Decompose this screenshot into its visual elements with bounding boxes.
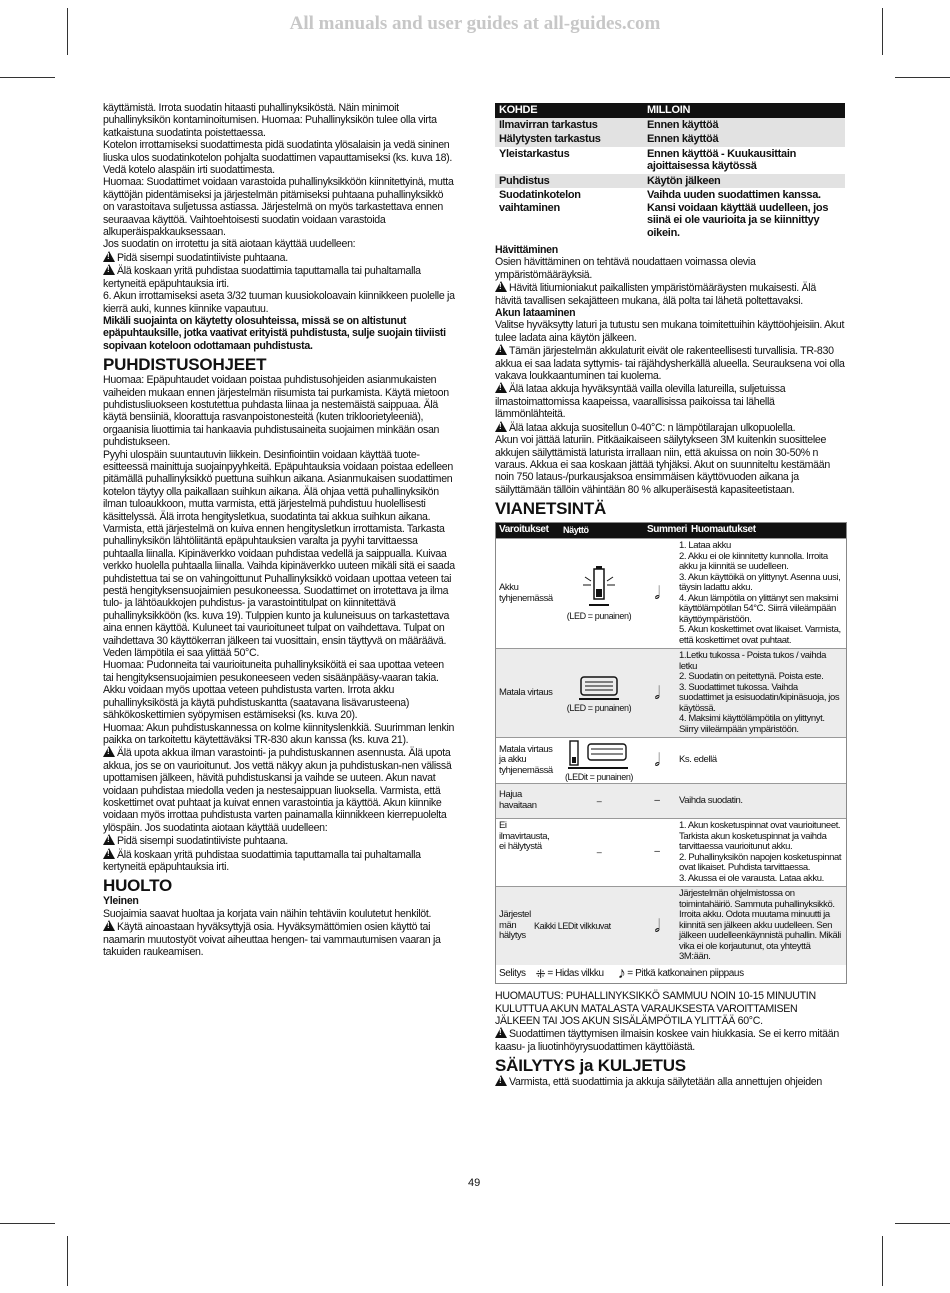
- table-row: [495, 118, 845, 133]
- warning-item: !Pidä sisempi suodatintiiviste puhtaana.: [103, 834, 455, 847]
- section-heading-storage: SÄILYTYS ja KULJETUS: [495, 1056, 686, 1076]
- paragraph: Huomaa: Pudonneita tai vaurioituneita puhallinyksiköitä ei saa upottaa veteen tai hengityksensuojaimien pesukoneeseen veden sisäänpääsy-vaaran takia. Akku voidaan myös upottaa veteen puhdistusta varten. Irrota akku puhallinyksiköstä ja käytä puhdistuskantta (saatavana lisävarusteena) sähkökoskettimien syöpymisen estämiseksi (ks. kuva 20).: [103, 659, 444, 722]
- warning-item: !Älä koskaan yritä puhdistaa suodattimia taputtamalla tai puhaltamalla kertyneitä epäpuhtauksia irti.: [103, 848, 455, 874]
- paragraph: Huomaa: Epäpuhtaudet voidaan poistaa puhdistusohjeiden asianmukaisten vaiheiden mukaan ennen järjestelmän riisumista tai purkamista. Käytä mietoon puhdistusliuokseen kostutettua puhdasta liinaa ja nestemäistä saippuaa. Älä käytä bensiiniä, kloorattuja rasvanpoistonesteitä (kuten trikloorietyleeniä), orgaanisia liuottimia tai hankaavia puhdistusaineita suojaimen minkään osan puhdistukseen.: [103, 374, 449, 449]
- bold-notice: Mikäli suojainta on käytetty olosuhteissa, missä se on altistunut epäpuhtauksille, jotka vaativat erityistä puhdistusta, sulje suojain tiiviisti sopivaan koteloon odottamaan puhdistusta.: [103, 314, 446, 352]
- table-row: [496, 886, 846, 965]
- table-row: [495, 147, 845, 174]
- battery-icon: [579, 565, 619, 611]
- table-row: [496, 818, 846, 886]
- subheading-charging: Akun lataaminen: [495, 307, 576, 320]
- display-cell: (LED = punainen): [560, 539, 638, 648]
- blink-icon: ⁜: [535, 966, 546, 981]
- paragraph: Osien hävittäminen on tehtävä noudattaen voimassa olevia ympäristömääräyksiä.: [495, 256, 756, 281]
- warning-icon: [495, 1075, 507, 1086]
- warning-item: !Älä koskaan yritä puhdistaa suodattimia taputtamalla tai puhaltamalla kertyneitä epäpuhtauksia irti.: [103, 264, 455, 290]
- buzzer-cell: –: [654, 794, 660, 806]
- table-row: [495, 174, 845, 189]
- warning-icon: [495, 382, 507, 393]
- table-row: [496, 737, 846, 783]
- display-cell: –: [596, 847, 602, 858]
- right-column: [495, 103, 845, 1089]
- warning-icon: [103, 848, 115, 859]
- buzzer-note-icon: 𝅗𝅥: [654, 682, 660, 703]
- display-cell: Kaikki LEDit vilkkuvat: [534, 920, 611, 931]
- table-row: [495, 132, 845, 147]
- site-banner: All manuals and user guides at all-guides.com: [289, 13, 661, 34]
- table-row: [495, 188, 845, 240]
- crop-mark: [895, 1223, 950, 1224]
- warning-item: !Älä lataa akkuja suositellun 0-40°C: n lämpötilarajan ulkopuolella.: [495, 421, 845, 434]
- paragraph: Valitse hyväksytty laturi ja tutustu sen mukana toimitettuihin käyttöohjeisiin. Akut tulee ladata aina käytön jälkeen.: [495, 319, 845, 344]
- table-cell: Hälytysten tarkastus: [495, 132, 643, 147]
- warning-icon: [103, 264, 115, 275]
- maintenance-schedule-table: [495, 103, 845, 240]
- paragraph: Huomaa: Akun puhdistuskannessa on kolme kiinnityslenkkiä. Suurimman lenkin paikka on tarkoitettu käytettäväksi TR-830 akun kanssa (ks. kuva 21).: [103, 721, 455, 746]
- crop-mark: [895, 77, 950, 78]
- table-cell: Ilmavirran tarkastus: [495, 118, 643, 133]
- table-cell: Yleistarkastus: [499, 147, 570, 160]
- crop-mark: [67, 1236, 68, 1286]
- table-cell: Suodatinkotelon vaihtaminen: [499, 189, 581, 214]
- notes-cell: Järjestelmän ohjelmistossa on toimintahäiriö. Sammuta puhallinyksikkö. Irroita akku. Odota muutama minuutti ja kiinnitä sen jälkeen akku uudelleen. Sen jälkeen uudelleenkäynnistä puhallin. Mikäli vika ei ole korjautunut, ota yhteyttä 3M:ään.: [679, 888, 841, 963]
- display-cell: –: [596, 795, 602, 806]
- table-cell: Ennen käyttöä: [643, 118, 845, 133]
- notes-cell: Ks. edellä: [679, 754, 717, 766]
- warning-item: !Käytä ainoastaan hyväksyttyjä osia. Hyväksymättömien osien käyttö tai naamarin muutostyöt voivat aiheuttaa hengen- tai vammautumisen vaaran ja takuiden raukeamisen.: [103, 920, 455, 958]
- crop-mark: [882, 1236, 883, 1286]
- notice-paragraph: HUOMAUTUS: PUHALLINYKSIKKÖ SAMMUU NOIN 10-15 MINUUTIN KULUTTUA AKUN MATALASTA VARAUKSESTA VAROITTAMISEN JÄLKEEN TAI JOS AKUN SISÄLÄMPÖTILA YLITTÄÄ 60°C.: [495, 990, 816, 1027]
- table-cell: Ennen käyttöä: [643, 132, 845, 147]
- warning-item: !Älä lataa akkuja hyväksyntää vailla olevilla latureilla, suljetuissa ilmastoimattomissa kaapeissa, vaarallisissa paikoissa tai lähellä lämmönlähteitä.: [495, 382, 845, 420]
- filter-icon: [577, 673, 621, 703]
- buzzer-note-icon: 𝅗𝅥: [654, 750, 660, 771]
- paragraph: Suojaimia saavat huoltaa ja korjata vain näihin tehtäviin koulutetut henkilöt.: [103, 907, 432, 920]
- paragraph: Kotelon irrottamiseksi suodattimesta pidä suodatinta ylösalaisin ja vedä sininen liuska ulos suodatinkotelon pohjalta suodattimen vapauttamiseksi (ks. kuva 18). Vedä kotelo alaspäin irti suodattimesta.: [103, 139, 453, 177]
- warning-cell: Matala virtaus ja akku tyhjenemässä: [499, 743, 553, 776]
- subheading-disposal: Hävittäminen: [495, 244, 558, 256]
- table-cell: Ennen käyttöä - Kuukausittain ajoittaisessa käytössä: [647, 147, 796, 172]
- table-header-row: [495, 103, 845, 118]
- table-row: [496, 538, 846, 648]
- table-cell: Käytön jälkeen: [643, 174, 845, 189]
- warning-cell: Järjestel män hälytys: [499, 909, 531, 942]
- table-row: [496, 783, 846, 819]
- warning-icon: [103, 920, 115, 931]
- buzzer-cell: –: [654, 846, 660, 858]
- paragraph: 6. Akun irrottamiseksi aseta 3/32 tuuman kuusiokoloavain kiinnikkeen puolelle ja kierrä auki, kunnes kiinnike vapautuu.: [103, 290, 455, 315]
- crop-mark: [0, 77, 55, 78]
- warning-icon: [103, 251, 115, 262]
- warning-item: !Tämän järjestelmän akkulaturit eivät ole rakenteellisesti turvallisia. TR-830 akkua ei saa ladata syttymis- tai räjähdysherkällä alueella. Seurauksena voi olla vakava loukkaantuminen tai kuolema.: [495, 344, 845, 382]
- display-cell: (LED = punainen): [560, 649, 638, 737]
- table-cell: Vaihda uuden suodattimen kanssa. Kansi voidaan käyttää uudelleen, jos siinä ei ole vaurioita ja se kiinnittyy oikein.: [647, 189, 829, 239]
- music-note-icon: ♪: [617, 964, 626, 982]
- table-header: KOHDE: [495, 103, 643, 118]
- warning-icon: [495, 1027, 507, 1038]
- table-header: MILLOIN: [643, 103, 845, 118]
- notes-cell: 1. Lataa akku 2. Akku ei ole kiinnitetty kunnolla. Irroita akku ja kiinnitä se uudelleen. 3. Akun käyttöikä on ylittynyt. Asenna uusi, täysin ladattu akku. 4. Akun lämpötila on ylittänyt sen maksimi käyttölämpötilan 54°C. Siirrä viileämpään käyttöympäristöön. 5. Akun koskettimet ovat likaiset. Varmista, että koskettimet ovat puhtaat.: [679, 540, 841, 646]
- warning-cell: Hajua havaitaan: [499, 789, 537, 811]
- subheading-general: Yleinen: [103, 895, 139, 908]
- table-header: Huomautukset: [691, 524, 756, 536]
- battery-filter-icon: [566, 738, 632, 772]
- table-header-row: [496, 523, 846, 538]
- page-number: 49: [468, 1177, 481, 1189]
- warning-item: !Pidä sisempi suodatintiiviste puhtaana.: [103, 251, 455, 264]
- notes-cell: 1. Akun kosketuspinnat ovat vaurioituneet. Tarkista akun kosketuspinnat ja vaihda tarvittaessa vaurioitunut akku. 2. Puhallinyksikön napojen kosketuspinnat ovat likaiset. Puhdista tarvittaessa. 3. Akussa ei ole varausta. Lataa akku.: [679, 820, 842, 884]
- warning-icon: [495, 344, 507, 355]
- table-cell: Puhdistus: [495, 174, 643, 189]
- warning-cell: Matala virtaus: [499, 686, 553, 698]
- legend: Selitys ⁜ = Hidas vilkku ♪ = Pitkä katkonainen piippaus: [499, 964, 744, 982]
- section-heading-cleaning: PUHDISTUSOHJEET: [103, 355, 267, 375]
- warning-icon: [103, 834, 115, 845]
- troubleshooting-table: [495, 522, 847, 984]
- crop-mark: [0, 1223, 55, 1224]
- warning-icon: [495, 421, 507, 432]
- section-heading-troubleshooting: VIANETSINTÄ: [495, 499, 607, 519]
- buzzer-note-icon: 𝅗𝅥: [654, 915, 660, 936]
- left-column: [103, 102, 455, 958]
- warning-cell: Ei ilmavirtausta, ei hälytystä: [499, 820, 550, 853]
- paragraph: Huomaa: Suodattimet voidaan varastoida puhallinyksikköön kiinnitettyinä, mutta käyttöjän pidentämiseksi ja järjestelmän pitämiseksi puhtaana puhallinyksikkö on varastoitava suljetussa astiassa. Järjestelmä on myös tarkastettava ennen seuraavaa käyttöä. Vaihtoehtoisesti suodatin voidaan varastoida alkuperäispakkauksessaan.: [103, 176, 454, 239]
- paragraph: Pyyhi ulospäin suuntautuvin liikkein. Desinfiointiin voidaan käyttää tuote-esitteessä mainittuja suojainpyyhkeitä. Epäpuhtauksia voidaan poistaa edelleen pitämällä puhallinyksikkö puettuna suihkun aikana. Asianmukaisen suodattimen kotelon täytyy olla paikallaan suihkun aikana. Älä ohjaa vettä puhallinyksikön ilman tuloaukkoon, mutta varmista, että järjestelmä puhdistuu huolellisesti käsittelyssä. Älä irrota hengitysletkua, suodatinta tai akkua suihkun aikana. Varmista, että järjestelmä on kuiva ennen hengitysletkun irrottamista. Tarkasta puhallinyksikön lähtöliitäntä epäpuhtauksien varalta ja pyyhi tarvittaessa puhtaalla liinalla. Kipinäverkko voidaan puhdistaa vedellä ja saippualla. Kuivaa verkko huolella puhtaalla liinalla. Vaihda kipinäverkko uuteen mikäli sitä ei saada puhdistettua tai se on vahingoittunut Puhallinyksikkö voidaan upottaa veteen tai pestä hengityksensuojaimien pesukoneessa. Suodattimet on irrotettava ja ilma tulo- ja lähtöaukkojen puhdistus- ja varastointitulpat on kiinnitettävä puhallinyksikköön (ks. kuva 19). Tulppien kunto ja kuluneisuus on tarkastettava aina ennen käyttöä. Kuluneet tai vaurioituneet tulpat on vaihdettava. Tulpat on vaihdettava 30 käyttökerran jälkeen tai vuosittain, ensin täyttyvä on määräävä. Veden lämpötila ei saa ylittää 50°C.: [103, 448, 455, 660]
- table-header: Varoitukset: [499, 524, 549, 536]
- buzzer-note-icon: 𝅗𝅥: [654, 583, 660, 604]
- table-header: Näyttö: [563, 525, 589, 536]
- warning-icon: [495, 281, 507, 292]
- warning-item: !Varmista, että suodattimia ja akkuja säilytetään alla annettujen ohjeiden: [495, 1075, 845, 1088]
- warning-icon: [103, 746, 115, 757]
- warning-cell: Akku tyhjenemässä: [499, 582, 553, 604]
- section-heading-service: HUOLTO: [103, 876, 172, 896]
- notes-cell: 1.Letku tukossa - Poista tukos / vaihda letku 2. Suodatin on peitettynä. Poista este. 3. Suodattimet tukossa. Vaihda suodattimet ja esisuodatin/kipinäsuoja, jos käytössä. 4. Maksimi käyttölämpötila on ylittynyt. Siirry viileämpään ympäristöön.: [679, 650, 840, 735]
- warning-item: !Älä upota akkua ilman varastointi- ja puhdistuskannen asennusta. Älä upota akkua, jos se on vaurioitunut. Jos vettä näkyy akun ja puhdistuskan-nen välissä upottamisen jälkeen, hävitä puhdistuskansi ja vaihde se uuteen. Akun navat voidaan puhdistaa miedolla veden ja nestesaippuan liuoksella. Varmista, että koskettimet ovat puhtaat ja kuivat ennen varastointia ja käyttöä. Akun kiinnike voidaan myös irrottaa puhdistusta varten painamalla kiinnikkeen kierrepuolelta ylöspäin. Jos suodatinta aiotaan käyttää uudelleen:: [103, 746, 455, 834]
- paragraph: Jos suodatin on irrotettu ja sitä aiotaan käyttää uudelleen:: [103, 238, 356, 251]
- display-cell: (LEDit = punainen): [560, 738, 638, 783]
- table-row: [496, 648, 846, 737]
- paragraph: Akun voi jättää laturiin. Pitkäaikaiseen säilytykseen 3M kuitenkin suosittelee akkujen säilyttämistä laturista irrallaan niin, että akuissa on noin 30-50% n varaus. Akkua ei saa koskaan jättää tyhjäksi. Akut on suunniteltu kestämään noin 750 lataus-/purkausjaksoa ensimmäisen käyttövuoden aikana ja säilyttämään tällöin vähintään 80 % alkuperäisestä kapasiteetistaan.: [495, 434, 830, 496]
- warning-item: !Hävitä litiumioniakut paikallisten ympäristömääräysten mukaisesti. Älä hävitä tavallisen sekajätteen mukana, älä polta tai lähetä poltettavaksi.: [495, 281, 845, 307]
- paragraph: käyttämistä. Irrota suodatin hitaasti puhallinyksiköstä. Näin minimoit puhallinyksikön kontaminoitumisen. Huomaa: Puhallinyksikön tulee olla virta katkaistuna suodatinta poistettaessa.: [103, 102, 437, 139]
- warning-item: !Suodattimen täyttymisen ilmaisin koskee vain hiukkasia. Se ei kerro mitään kaasu- ja liuotinhöyrysuodattimen käyttöiästä.: [495, 1027, 845, 1053]
- notes-cell: Vaihda suodatin.: [679, 794, 743, 806]
- table-header: Summeri: [647, 524, 687, 536]
